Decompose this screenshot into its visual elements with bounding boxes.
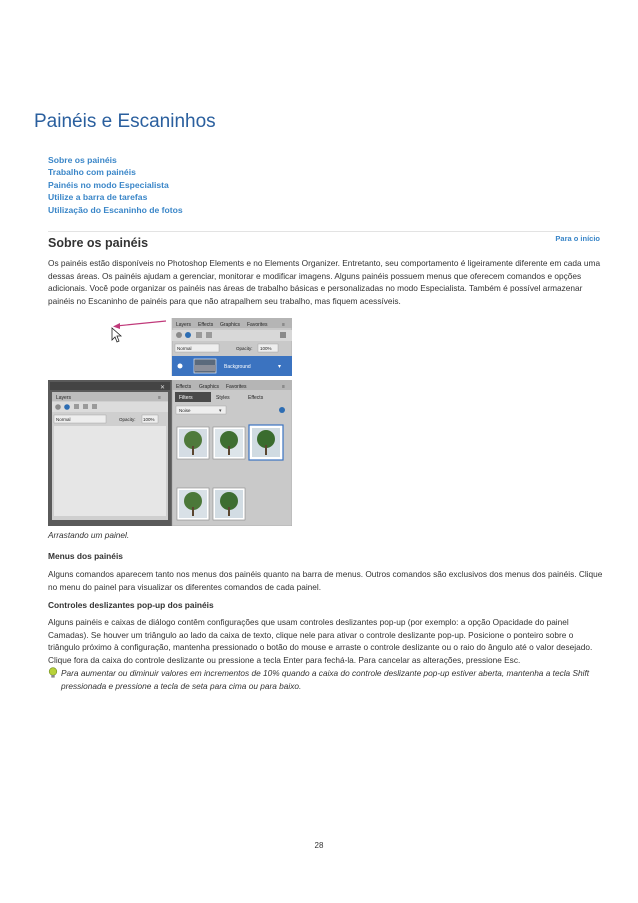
sliders-paragraph: Alguns painéis e caixas de diálogo contêm configurações que usam controles deslizantes pop-up (por exemplo: a opção Opacidade do painel Camadas). Se houver um triângulo ao lado da caixa de texto, clique nele para ativar o controle deslizante pop-up. Posicione o ponteiro sobre o triângulo próximo à configuração, mantenha pressionado o botão do mouse e arraste o controle deslizante ou o raio do ângulo até o valor desejado. Clique fora da caixa do controle deslizante ou pressione a tecla Enter para fechá-la. Para cancelar as alterações, pressione Esc.	[48, 617, 593, 666]
panel-menu-icon: ≡	[282, 322, 285, 328]
floating-opacity-value: 100%	[143, 417, 155, 422]
toc-link-sobre[interactable]: Sobre os painéis	[48, 155, 117, 165]
sub-tab-styles: Styles	[216, 395, 230, 401]
toc-link-escaninho[interactable]: Utilização do Escaninho de fotos	[48, 204, 183, 215]
trash-icon	[280, 332, 286, 338]
filter-thumb-1	[177, 427, 209, 459]
tip-note	[48, 667, 600, 692]
section-heading: Sobre os painéis	[48, 236, 149, 250]
section-divider	[48, 231, 600, 232]
figure-caption: Arrastando um painel.	[48, 530, 130, 540]
sub-tab-filters: Filters	[179, 395, 193, 401]
back-to-top-link[interactable]: Para o início	[555, 234, 600, 243]
drag-panel-screenshot-top	[96, 318, 292, 376]
layer-name: Background	[224, 364, 251, 370]
tab-favorites: Favorites	[247, 322, 268, 328]
filter-thumb-5	[213, 488, 245, 520]
lightbulb-icon	[48, 667, 58, 679]
mask-icon	[196, 332, 202, 338]
page-title: Painéis e Escaninhos	[34, 111, 216, 132]
menus-heading: Menus dos painéis	[48, 551, 123, 561]
dock-tab-favorites: Favorites	[226, 384, 247, 390]
tab-graphics: Graphics	[220, 322, 241, 328]
sub-tab-effects: Effects	[248, 395, 264, 401]
floating-panel-menu-icon: ≡	[158, 395, 161, 401]
tip-text: Para aumentar ou diminuir valores em incrementos de 10% quando a caixa do controle deslizante pop-up estiver aberta, mantenha a tecla Shift pressionada e pressione a tecla de seta para cima ou para baixo.	[61, 668, 590, 691]
dock-tab-effects: Effects	[176, 384, 192, 390]
lock-icon	[206, 332, 212, 338]
filter-category-select: Noise	[179, 408, 191, 413]
toc-link-especialista[interactable]: Painéis no modo Especialista	[48, 179, 169, 190]
dock-panel-menu-icon: ≡	[282, 384, 285, 390]
close-icon: ✕	[160, 385, 166, 391]
filter-thumb-4	[177, 488, 209, 520]
drag-panel-screenshot-bottom	[48, 380, 292, 526]
tab-layers: Layers	[176, 322, 192, 328]
info-icon	[279, 407, 285, 413]
toc-link-barra-tarefas[interactable]: Utilize a barra de tarefas	[48, 192, 148, 203]
opacity-value: 100%	[260, 346, 272, 351]
blend-mode-select: Normal	[177, 346, 192, 351]
adjustment-layer-icon	[185, 332, 191, 338]
floating-tab-layers: Layers	[56, 395, 72, 401]
floating-opacity-label: Opacity:	[119, 417, 136, 422]
svg-text:▾: ▾	[219, 408, 222, 414]
eye-icon	[178, 364, 183, 369]
dock-tab-graphics: Graphics	[199, 384, 220, 390]
table-of-contents	[48, 154, 183, 216]
tab-effects: Effects	[198, 322, 214, 328]
opacity-label: Opacity:	[236, 346, 253, 351]
menus-paragraph: Alguns comandos aparecem tanto nos menus dos painéis quanto na barra de menus. Outros comandos são exclusivos dos menus dos painéis. Clique no menu do painel para visualizar os diferentes comandos de cada painel.	[48, 569, 603, 592]
new-layer-icon	[176, 332, 182, 338]
layer-lock-icon: ▾	[278, 364, 282, 370]
sliders-heading: Controles deslizantes pop-up dos painéis	[48, 600, 214, 610]
intro-paragraph: Os painéis estão disponíveis no Photoshop Elements e no Elements Organizer. Entretanto, seu comportamento é ligeiramente diferente em cada uma dessas áreas. Os painéis ajudam a gerenciar, monitorar e modificar imagens. Alguns painéis possuem menus que oferecem comandos e opções adicionais. Você pode organizar os painéis nas áreas de trabalho básicas e personalizadas no modo Especialista. Também é possível armazenar painéis no Escaninho de painéis para que não atrapalhem seu trabalho, mas fiquem acessíveis.	[48, 258, 601, 307]
toc-link-trabalho[interactable]: Trabalho com painéis	[48, 167, 136, 178]
filter-thumb-2	[213, 427, 245, 459]
filter-thumb-3	[249, 425, 283, 460]
floating-blend-mode: Normal	[56, 417, 71, 422]
page-number: 28	[314, 841, 324, 850]
